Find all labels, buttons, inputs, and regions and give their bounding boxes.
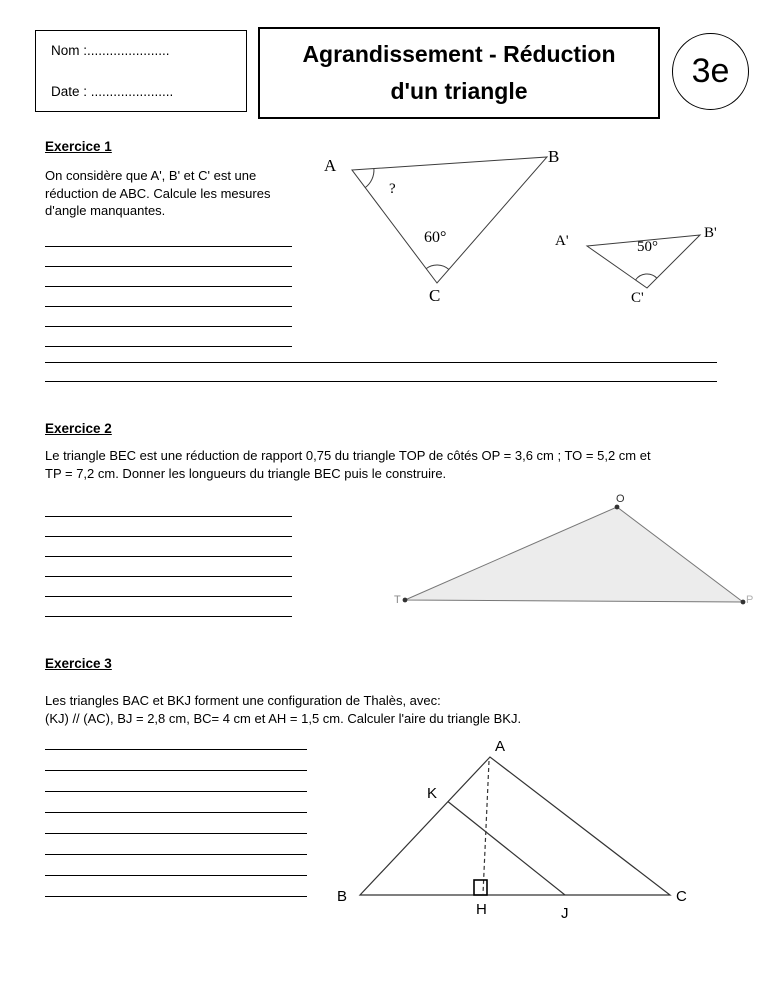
exercise1-statement: On considère que A', B' et C' est une réduction de ABC. Calcule les mesures d'angle manquantes. (45, 168, 271, 219)
answer-line (45, 287, 292, 307)
exercise2-statement (45, 447, 735, 482)
exercise3-statement-line2: (KJ) // (AC), BJ = 2,8 cm, BC= 4 cm et AH = 1,5 cm. Calculer l'aire du triangle BKJ. (45, 710, 522, 726)
vertex-label-a: A (324, 156, 337, 175)
angle-arc-a (365, 169, 374, 188)
exercise2-heading: Exercice 2 (45, 421, 112, 436)
answer-line (45, 834, 307, 855)
answer-line (45, 344, 717, 363)
answer-line (45, 876, 307, 897)
figure-exercise3-thales (330, 735, 710, 930)
angle-50-label: 50° (637, 239, 658, 255)
exercise3-statement-line1: Les triangles BAC et BKJ forment une configuration de Thalès, avec: (45, 693, 441, 708)
name-date-box (35, 30, 247, 112)
vertex-label-t: T (394, 594, 401, 606)
answer-line (45, 537, 292, 557)
answer-line (45, 729, 307, 750)
point-p (741, 600, 746, 605)
triangle-bac (360, 757, 670, 895)
exercise1-answer-lines (45, 227, 292, 347)
segment-kj (448, 802, 565, 895)
vertex-label-c: C (676, 888, 687, 905)
answer-line (45, 227, 292, 247)
figure-exercise2-triangle-top (390, 490, 760, 615)
exercise1-heading: Exercice 1 (45, 139, 112, 154)
page-title-line1: Agrandissement - Réduction (302, 41, 616, 67)
answer-line (45, 771, 307, 792)
answer-line (45, 577, 292, 597)
point-o (615, 505, 620, 510)
vertex-label-c2: C' (631, 290, 644, 306)
exercise3-statement (45, 692, 735, 727)
angle-60-label: 60° (424, 229, 447, 246)
vertex-label-b: B (337, 888, 348, 905)
vertex-label-p: P (746, 594, 754, 606)
answer-line (45, 855, 307, 876)
answer-line (45, 792, 307, 813)
vertex-label-j: J (561, 905, 569, 922)
altitude-ah (483, 761, 489, 894)
angle-arc-c2 (636, 274, 657, 280)
figure-exercise1-triangles (300, 140, 750, 310)
answer-line (45, 497, 292, 517)
grade-label: 3e (691, 52, 730, 90)
answer-line (45, 557, 292, 577)
answer-line (45, 363, 717, 382)
answer-line (45, 750, 307, 771)
answer-line (45, 307, 292, 327)
vertex-label-b: B (548, 147, 560, 166)
grade-badge (672, 33, 749, 110)
exercise2-answer-lines (45, 497, 292, 617)
nom-field: Nom :...................... (51, 43, 170, 58)
vertex-label-a2: A' (555, 233, 569, 249)
vertex-label-o: O (616, 493, 625, 505)
right-angle-mark-h (474, 880, 487, 895)
answer-line (45, 247, 292, 267)
answer-line (45, 517, 292, 537)
angle-question-label: ? (389, 181, 396, 197)
date-field: Date : ...................... (51, 84, 174, 99)
triangle-top (405, 507, 743, 602)
vertex-label-h: H (476, 901, 487, 918)
answer-line (45, 597, 292, 617)
point-t (403, 598, 408, 603)
vertex-label-k: K (427, 785, 438, 802)
exercise2-statement-line2: TP = 7,2 cm. Donner les longueurs du triangle BEC puis le construire. (45, 465, 447, 481)
exercise1-answer-lines-wide (45, 344, 717, 382)
exercise3-heading: Exercice 3 (45, 656, 112, 671)
vertex-label-c: C (429, 286, 441, 305)
worksheet-title-box (258, 27, 660, 119)
answer-line (45, 813, 307, 834)
answer-line (45, 267, 292, 287)
page-title-line2: d'un triangle (390, 78, 528, 104)
vertex-label-a: A (495, 738, 506, 755)
angle-arc-c (426, 265, 449, 269)
exercise3-answer-lines (45, 729, 307, 897)
exercise2-statement-line1: Le triangle BEC est une réduction de rapport 0,75 du triangle TOP de côtés OP = 3,6 cm ; TO = 5,2 cm et (45, 448, 651, 463)
triangle-abc (352, 157, 547, 283)
vertex-label-b2: B' (704, 225, 717, 241)
